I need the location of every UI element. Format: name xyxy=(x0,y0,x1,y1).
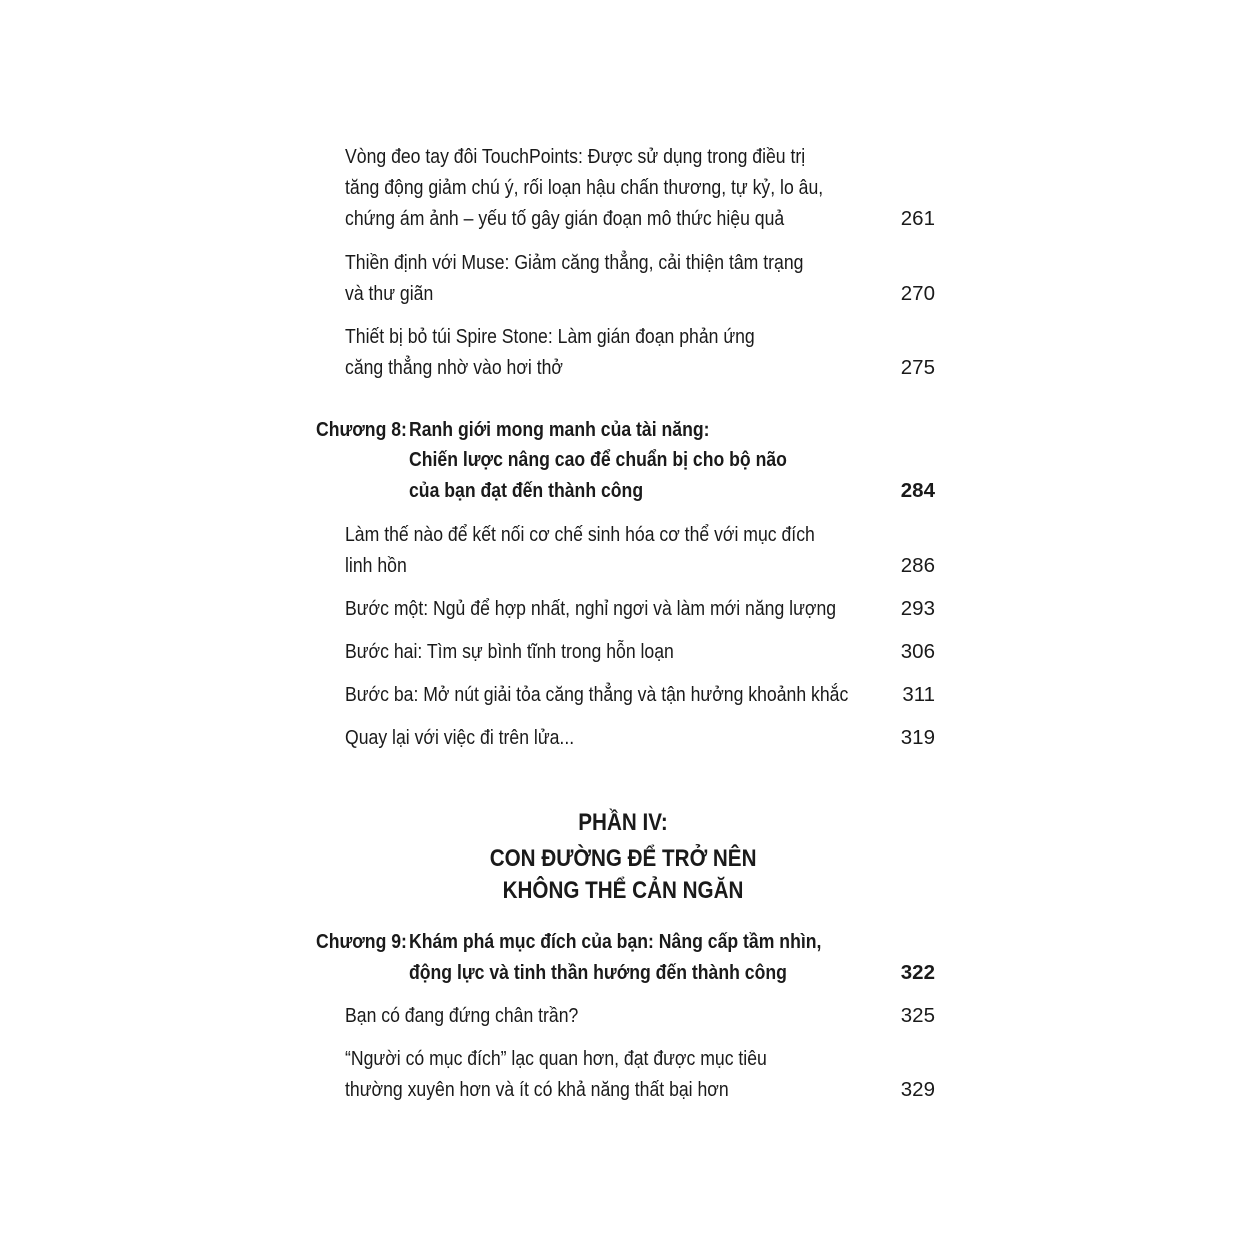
entry-page-number: 306 xyxy=(900,640,935,663)
chapter-title-line: Khám phá mục đích của bạn: Nâng cấp tầm nhìn, xyxy=(409,930,822,953)
chapter-label: Chương 8: xyxy=(316,418,407,441)
entry-title-line: Bạn có đang đứng chân trần? xyxy=(345,1004,579,1027)
entry-page-number: 293 xyxy=(900,597,935,620)
entry-page-number: 270 xyxy=(900,282,935,305)
entry-page-number: 286 xyxy=(900,554,935,577)
entry-title-line: Làm thế nào để kết nối cơ chế sinh hóa cơ thể với mục đích xyxy=(345,523,815,546)
entry-title-line: và thư giãn xyxy=(345,282,434,305)
chapter-title-line: động lực và tinh thần hướng đến thành công xyxy=(409,961,787,984)
entry-title-line: tăng động giảm chú ý, rối loạn hậu chấn thương, tự kỷ, lo âu, xyxy=(345,176,824,199)
part-title-line: KHÔNG THỂ CẢN NGĂN xyxy=(502,877,744,904)
entry-title-line: Bước hai: Tìm sự bình tĩnh trong hỗn loạn xyxy=(345,640,674,663)
entry-title-line: “Người có mục đích” lạc quan hơn, đạt được mục tiêu xyxy=(345,1047,767,1070)
entry-title-line: Bước một: Ngủ để hợp nhất, nghỉ ngơi và làm mới năng lượng xyxy=(345,597,837,620)
entry-title-line: thường xuyên hơn và ít có khả năng thất bại hơn xyxy=(345,1078,729,1101)
entry-title-line: linh hồn xyxy=(345,554,407,577)
entry-title-line: Thiết bị bỏ túi Spire Stone: Làm gián đoạn phản ứng xyxy=(345,325,755,348)
chapter-page-number: 322 xyxy=(900,961,935,984)
chapter-page-number: 284 xyxy=(900,479,935,502)
entry-page-number: 275 xyxy=(900,356,935,379)
entry-title-line: Bước ba: Mở nút giải tỏa căng thẳng và tận hưởng khoảnh khắc xyxy=(345,683,849,706)
entry-title-line: Quay lại với việc đi trên lửa... xyxy=(345,726,575,749)
part-label: PHẦN IV: xyxy=(578,809,668,836)
part-title-line: CON ĐƯỜNG ĐỂ TRỞ NÊN xyxy=(489,845,757,872)
chapter-title-line: Ranh giới mong manh của tài năng: xyxy=(409,418,710,441)
entry-title-line: Thiền định với Muse: Giảm căng thẳng, cải thiện tâm trạng xyxy=(345,251,804,274)
entry-page-number: 319 xyxy=(900,726,935,749)
entry-title-line: chứng ám ảnh – yếu tố gây gián đoạn mô thức hiệu quả xyxy=(345,207,785,230)
chapter-title-line: Chiến lược nâng cao để chuẩn bị cho bộ não xyxy=(409,448,787,471)
chapter-title-line: của bạn đạt đến thành công xyxy=(409,479,644,502)
entry-page-number: 329 xyxy=(900,1078,935,1101)
entry-title-line: Vòng đeo tay đôi TouchPoints: Được sử dụng trong điều trị xyxy=(345,145,806,168)
entry-page-number: 325 xyxy=(900,1004,935,1027)
entry-page-number: 261 xyxy=(900,207,935,230)
entry-title-line: căng thẳng nhờ vào hơi thở xyxy=(345,356,563,379)
chapter-label: Chương 9: xyxy=(316,930,407,953)
entry-page-number: 311 xyxy=(902,683,935,706)
